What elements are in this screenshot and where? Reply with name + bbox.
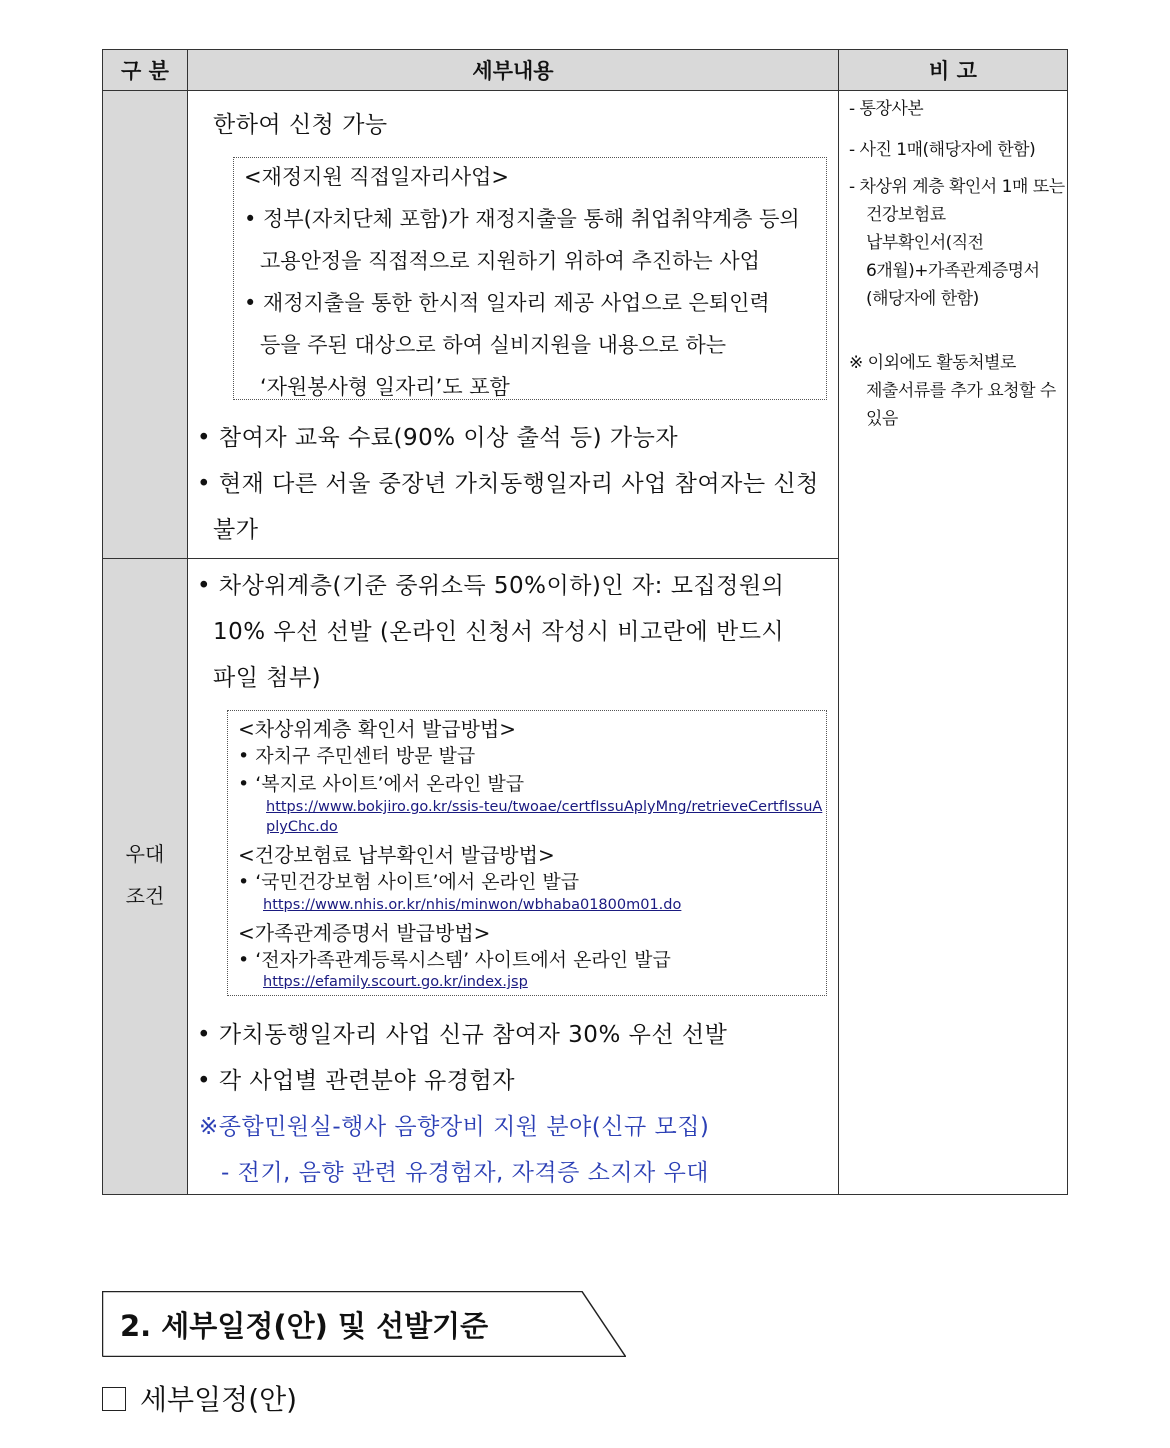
bullet-other-program-cont: 불가 [213,517,259,543]
bullet-experience: • 각 사업별 관련분야 유경험자 [197,1068,515,1094]
remark-additional-cont: 제출서류를 추가 요청할 수 [866,381,1056,401]
box-title: <차상위계층 확인서 발급방법> [238,717,517,741]
category-label-line2: 조건 [125,884,165,908]
bullet-low-income: • 차상위계층(기준 중위소득 50%이하)인 자: 모집정원의 [197,573,785,599]
box-bullet: • 정부(자치단체 포함)가 재정지출을 통해 취업취약계층 등의 [244,207,800,231]
box-bullet-cont: 고용안정을 직접적으로 지원하기 위하여 추진하는 사업 [260,249,760,273]
remark-photo: - 사진 1매(해당자에 한함) [849,140,1036,160]
remark-additional-cont: 있음 [866,409,898,429]
box-title: <재정지원 직접일자리사업> [244,165,510,189]
audio-equipment-note: ※종합민원실-행사 음향장비 지원 분야(신규 모집) [199,1114,710,1140]
box-title: <건강보험료 납부확인서 발급방법> [238,843,555,867]
subheading-text: 세부일정(안) [140,1383,298,1416]
bullet-low-income-cont: 파일 첨부) [213,665,322,691]
section-title: 2. 세부일정(안) 및 선발기준 [120,1309,489,1343]
bokjiro-link-cont[interactable]: plyChc.do [266,819,338,835]
box-title: <가족관계증명서 발급방법> [238,921,491,945]
requirements-table [102,49,1068,1195]
bullet-education: • 참여자 교육 수료(90% 이상 출석 등) 가능자 [197,425,679,451]
remark-certificate-cont: 6개월)+가족관계증명서 [866,261,1040,281]
audio-equipment-note-cont: - 전기, 음향 관련 유경험자, 자격증 소지자 우대 [221,1160,710,1186]
remark-additional: ※ 이외에도 활동처별로 [849,353,1016,373]
box-item[interactable]: • ‘복지로 사이트’에서 온라인 발급 [238,773,525,795]
box-item: • ‘전자가족관계등록시스템’ 사이트에서 온라인 발급 [238,949,671,971]
checkbox-square-icon [102,1387,126,1411]
certificate-methods-box [227,710,827,996]
box-item: • 자치구 주민센터 방문 발급 [238,745,476,767]
row1-intro: 한하여 신청 가능 [213,112,388,138]
remark-certificate-cont: 건강보험료 [866,205,946,225]
box-bullet-cont: ‘자원봉사형 일자리’도 포함 [260,375,510,399]
direct-job-program-box [233,157,827,400]
efamily-link[interactable]: https://efamily.scourt.go.kr/index.jsp [263,974,528,990]
remark-certificate-cont: (해당자에 한함) [866,289,979,309]
category-cell-row1 [103,91,187,558]
column-divider [187,50,188,1194]
header-details: 세부내용 [187,50,839,91]
header-remarks: 비 고 [839,50,1067,91]
bokjiro-link[interactable]: https://www.bokjiro.go.kr/ssis-teu/twoae/certfIssuAplyMng/retrieveCertfIssuA [266,799,823,815]
remark-certificate: - 차상위 계층 확인서 1매 또는 [849,177,1065,197]
remark-bankbook: - 통장사본 [849,99,924,119]
box-item: • ‘국민건강보험 사이트’에서 온라인 발급 [238,871,580,893]
section-heading [102,1291,626,1357]
header-category: 구 분 [103,50,187,91]
box-bullet: • 재정지출을 통한 한시적 일자리 제공 사업으로 은퇴인력 [244,291,770,315]
category-cell-row2 [103,559,187,1194]
column-divider [838,50,839,1194]
box-bullet-cont: 등을 주된 대상으로 하여 실비지원을 내용으로 하는 [260,333,727,357]
nhis-link[interactable]: https://www.nhis.or.kr/nhis/minwon/wbhaba01800m01.do [263,897,682,913]
row-divider [103,558,839,559]
bullet-new-participant: • 가치동행일자리 사업 신규 참여자 30% 우선 선발 [197,1022,728,1048]
bullet-other-program: • 현재 다른 서울 중장년 가치동행일자리 사업 참여자는 신청 [197,471,819,497]
category-label-line1: 우대 [125,842,165,866]
bullet-low-income-cont: 10% 우선 선발 (온라인 신청서 작성시 비고란에 반드시 [213,619,785,645]
remark-certificate-cont: 납부확인서(직전 [866,233,984,253]
subheading [102,1378,297,1418]
